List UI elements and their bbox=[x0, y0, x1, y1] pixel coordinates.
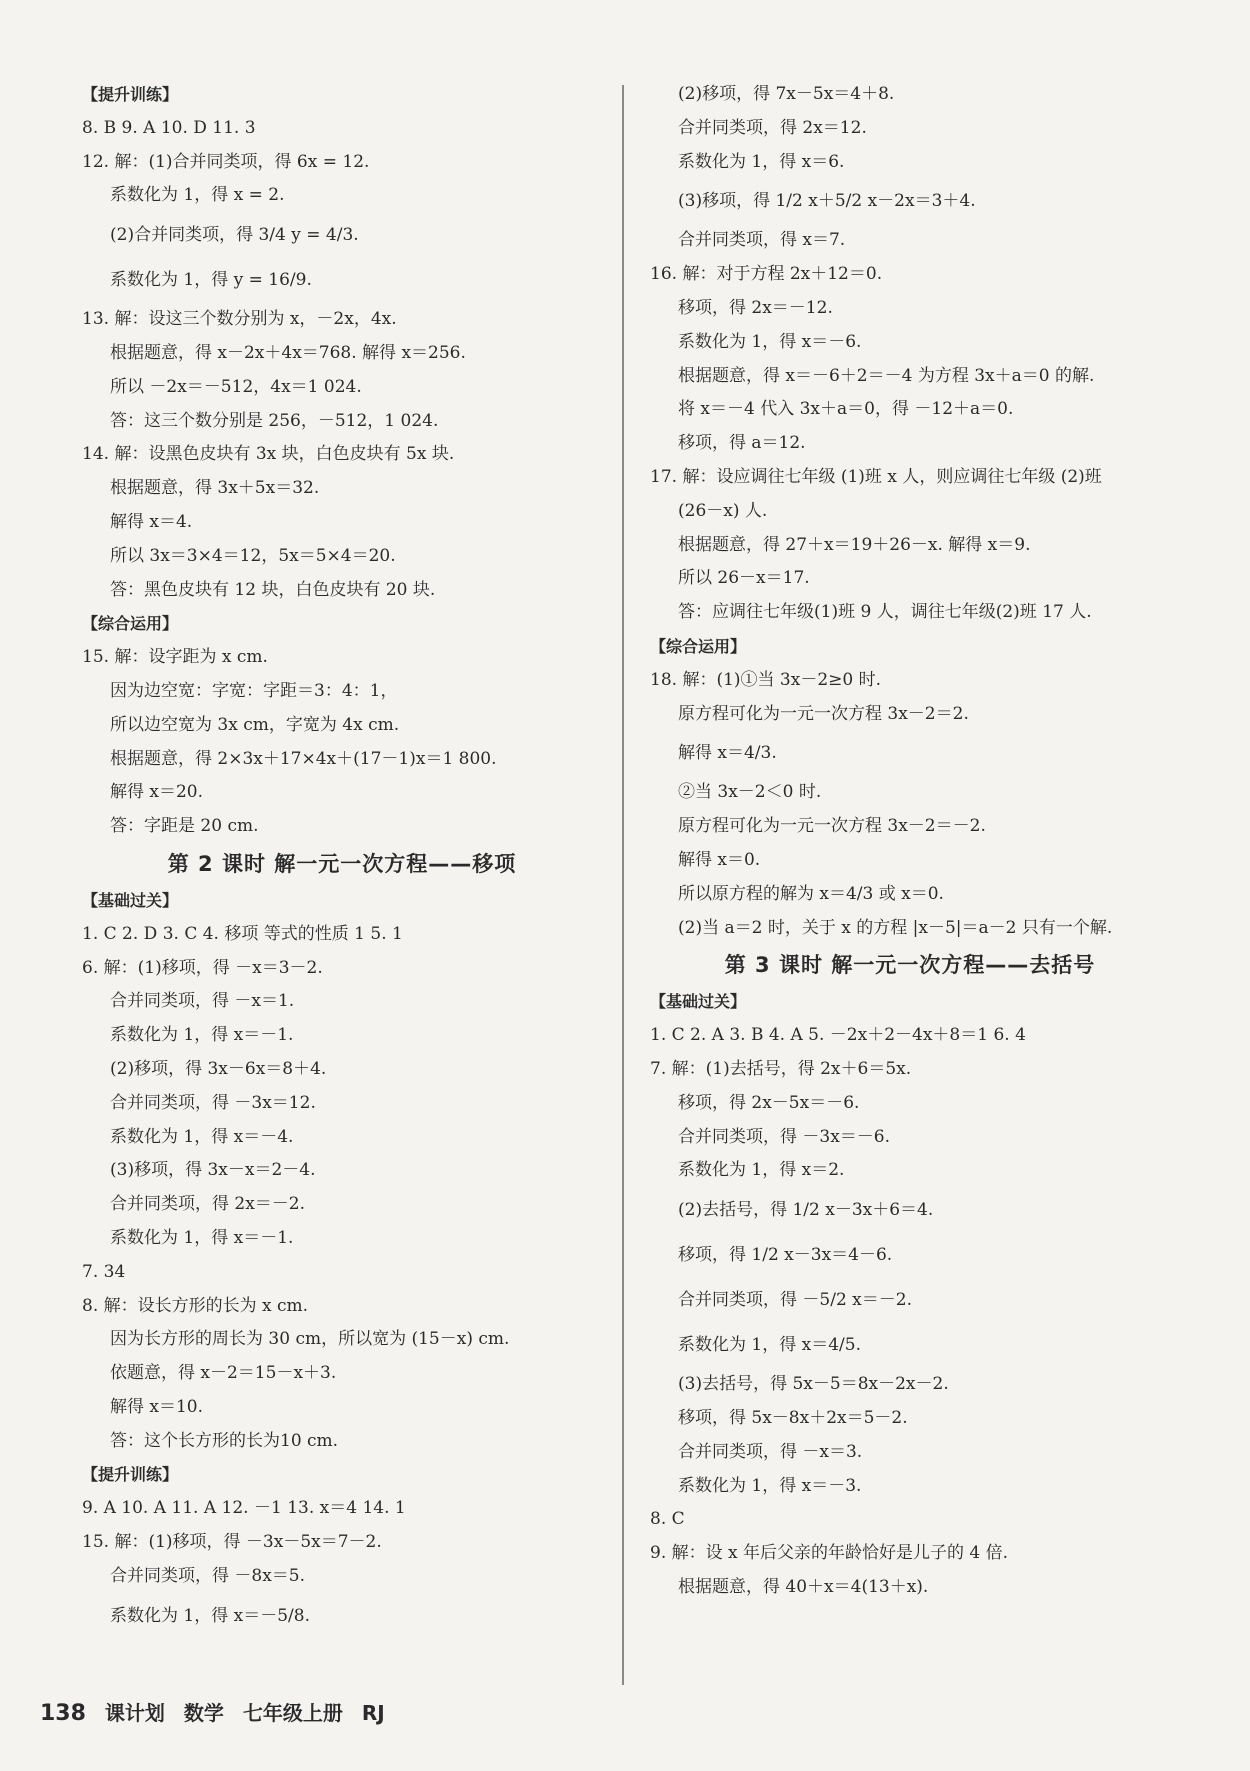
answer-line: 合并同类项，得 2x＝－2. bbox=[110, 1194, 306, 1215]
answer-line: 移项，得 2x－5x＝－6. bbox=[678, 1092, 860, 1113]
answer-line: 系数化为 1，得 y = 16/9. bbox=[110, 270, 312, 291]
answer-line: 合并同类项，得 －x＝3. bbox=[678, 1441, 863, 1462]
answer-line: (2)合并同类项，得 3/4 y = 4/3. bbox=[110, 225, 359, 246]
answer-line: 16. 解：对于方程 2x＋12＝0. bbox=[650, 264, 883, 285]
answer-line: (2)移项，得 7x－5x＝4＋8. bbox=[678, 84, 895, 104]
answer-line: 解得 x＝10. bbox=[110, 1396, 204, 1417]
answer-line: 系数化为 1，得 x＝6. bbox=[678, 151, 845, 172]
answer-line: 所以 26－x＝17. bbox=[678, 568, 810, 589]
answer-line: 13. 解：设这三个数分别为 x，－2x，4x. bbox=[82, 309, 397, 330]
answer-line: 因为长方形的周长为 30 cm，所以宽为 (15－x) cm. bbox=[110, 1329, 510, 1350]
answer-line: 原方程可化为一元一次方程 3x－2＝－2. bbox=[678, 816, 986, 837]
answer-line: 移项，得 5x－8x＋2x＝5－2. bbox=[678, 1407, 908, 1428]
answer-line: 解得 x＝20. bbox=[110, 782, 204, 803]
section-heading: 【提升训练】 bbox=[82, 85, 179, 104]
answer-line: 合并同类项，得 －8x＝5. bbox=[110, 1565, 306, 1586]
lesson-title: 第 3 课时 解一元一次方程——去括号 bbox=[724, 953, 1096, 978]
answer-line: 根据题意，得 40＋x＝4(13＋x). bbox=[678, 1576, 929, 1597]
answer-line: 原方程可化为一元一次方程 3x－2＝2. bbox=[678, 703, 969, 724]
answer-line: 系数化为 1，得 x＝－5/8. bbox=[110, 1605, 310, 1626]
answer-line: 答：这三个数分别是 256，－512，1 024. bbox=[110, 410, 439, 431]
answer-line: 15. 解：(1)移项，得 －3x－5x＝7－2. bbox=[82, 1532, 382, 1553]
answer-line: 解得 x＝4. bbox=[110, 511, 193, 532]
answer-line: 根据题意，得 3x＋5x＝32. bbox=[110, 478, 320, 499]
brand-name: 课计划 bbox=[104, 1701, 165, 1725]
answer-line: 合并同类项，得 －x＝1. bbox=[110, 991, 295, 1012]
answer-line: 系数化为 1，得 x＝－4. bbox=[110, 1126, 294, 1147]
answer-line: 8. 解：设长方形的长为 x cm. bbox=[82, 1295, 309, 1316]
answer-line: 7. 34 bbox=[82, 1261, 126, 1282]
answer-line: 所以 －2x＝－512，4x＝1 024. bbox=[110, 376, 362, 397]
page-number: 138 bbox=[40, 1701, 86, 1726]
subject: 数学 bbox=[183, 1701, 224, 1725]
answer-line: 9. 解：设 x 年后父亲的年龄恰好是儿子的 4 倍. bbox=[650, 1543, 1009, 1564]
answer-line: 7. 解：(1)去括号，得 2x＋6＝5x. bbox=[650, 1058, 912, 1079]
answer-line: 合并同类项，得 x＝7. bbox=[678, 230, 846, 251]
answer-line: 系数化为 1，得 x＝4/5. bbox=[678, 1335, 861, 1356]
answer-line: 系数化为 1，得 x＝－1. bbox=[110, 1025, 294, 1046]
answer-line: 答：应调往七年级(1)班 9 人，调往七年级(2)班 17 人. bbox=[678, 602, 1092, 623]
answer-line: 8. B 9. A 10. D 11. 3 bbox=[82, 117, 256, 138]
answer-line: 答：黑色皮块有 12 块，白色皮块有 20 块. bbox=[110, 579, 436, 600]
answer-line: (2)当 a＝2 时，关于 x 的方程 |x－5|＝a－2 只有一个解. bbox=[678, 917, 1113, 938]
answer-line: 系数化为 1，得 x＝－1. bbox=[110, 1227, 294, 1248]
answer-line: 所以边空宽为 3x cm，字宽为 4x cm. bbox=[110, 714, 400, 735]
answer-line: (2)去括号，得 1/2 x－3x＋6＝4. bbox=[678, 1200, 934, 1221]
answer-line: 9. A 10. A 11. A 12. －1 13. x＝4 14. 1 bbox=[82, 1498, 406, 1519]
column-divider bbox=[622, 85, 624, 1685]
answer-line: 根据题意，得 x－2x＋4x＝768. 解得 x＝256. bbox=[110, 342, 466, 363]
answer-line: 移项，得 a＝12. bbox=[678, 433, 806, 454]
answer-line: 根据题意，得 x＝－6＋2＝－4 为方程 3x＋a＝0 的解. bbox=[678, 365, 1095, 386]
answer-line: 因为边空宽：字宽：字距＝3：4：1， bbox=[110, 680, 398, 701]
answer-line: ②当 3x－2＜0 时. bbox=[678, 782, 822, 803]
section-heading: 【基础过关】 bbox=[650, 992, 747, 1012]
lesson-title: 第 2 课时 解一元一次方程——移项 bbox=[167, 851, 517, 876]
answer-line: (3)移项，得 1/2 x＋5/2 x－2x＝3＋4. bbox=[678, 191, 976, 212]
answer-line: 17. 解：设应调往七年级 (1)班 x 人，则应调往七年级 (2)班 bbox=[650, 466, 1102, 487]
answer-line: 所以 3x＝3×4＝12，5x＝5×4＝20. bbox=[110, 545, 396, 566]
answer-line: 1. C 2. A 3. B 4. A 5. －2x＋2－4x＋8＝1 6. 4 bbox=[650, 1025, 1026, 1046]
answer-line: (3)去括号，得 5x－5＝8x－2x－2. bbox=[678, 1374, 949, 1395]
answer-line: 14. 解：设黑色皮块有 3x 块，白色皮块有 5x 块. bbox=[82, 444, 455, 465]
section-heading: 【提升训练】 bbox=[82, 1465, 179, 1485]
answer-line: 18. 解：(1)①当 3x－2≥0 时. bbox=[650, 669, 882, 690]
answer-line: 合并同类项，得 －3x＝12. bbox=[110, 1092, 316, 1113]
answer-line: 合并同类项，得 －3x＝－6. bbox=[678, 1126, 891, 1147]
answer-line: 根据题意，得 2×3x＋17×4x＋(17－1)x＝1 800. bbox=[110, 748, 497, 769]
answer-line: 根据题意，得 27＋x＝19＋26－x. 解得 x＝9. bbox=[678, 534, 1031, 555]
answer-line: 将 x＝－4 代入 3x＋a＝0，得 －12＋a＝0. bbox=[678, 399, 1014, 420]
left-column bbox=[82, 78, 602, 1639]
edition: RJ bbox=[361, 1701, 385, 1725]
answer-line: 8. C bbox=[650, 1509, 685, 1530]
grade: 七年级上册 bbox=[242, 1701, 343, 1725]
answer-line: (3)移项，得 3x－x＝2－4. bbox=[110, 1160, 316, 1181]
section-heading: 【综合运用】 bbox=[82, 614, 179, 634]
answer-line: 系数化为 1，得 x＝2. bbox=[678, 1160, 845, 1181]
answer-line: 系数化为 1，得 x＝－3. bbox=[678, 1475, 862, 1496]
answer-line: 6. 解：(1)移项，得 －x＝3－2. bbox=[82, 957, 323, 978]
answer-line: 15. 解：设字距为 x cm. bbox=[82, 647, 268, 668]
answer-line: 12. 解：(1)合并同类项，得 6x = 12. bbox=[82, 151, 370, 172]
answer-line: 答：这个长方形的长为10 cm. bbox=[110, 1430, 339, 1451]
answer-line: 移项，得 2x＝－12. bbox=[678, 297, 833, 318]
answer-line: 移项，得 1/2 x－3x＝4－6. bbox=[678, 1245, 893, 1266]
answer-line: (2)移项，得 3x－6x＝8＋4. bbox=[110, 1058, 327, 1079]
answer-line: 系数化为 1，得 x = 2. bbox=[110, 185, 285, 206]
answer-line: 1. C 2. D 3. C 4. 移项 等式的性质 1 5. 1 bbox=[82, 923, 403, 944]
answer-line: 合并同类项，得 2x＝12. bbox=[678, 117, 867, 138]
page-footer bbox=[40, 1697, 397, 1726]
right-column bbox=[650, 78, 1170, 1605]
answer-line: 合并同类项，得 －5/2 x＝－2. bbox=[678, 1290, 912, 1311]
answer-line: (26－x) 人. bbox=[678, 500, 768, 521]
section-heading: 【基础过关】 bbox=[82, 890, 179, 910]
answer-line: 解得 x＝4/3. bbox=[678, 743, 777, 764]
answer-line: 依题意，得 x－2＝15－x＋3. bbox=[110, 1363, 337, 1384]
answer-line: 答：字距是 20 cm. bbox=[110, 816, 259, 837]
answer-line: 解得 x＝0. bbox=[678, 849, 761, 870]
section-heading: 【综合运用】 bbox=[650, 636, 747, 656]
answer-line: 系数化为 1，得 x＝－6. bbox=[678, 331, 862, 352]
answer-line: 所以原方程的解为 x＝4/3 或 x＝0. bbox=[678, 883, 944, 904]
